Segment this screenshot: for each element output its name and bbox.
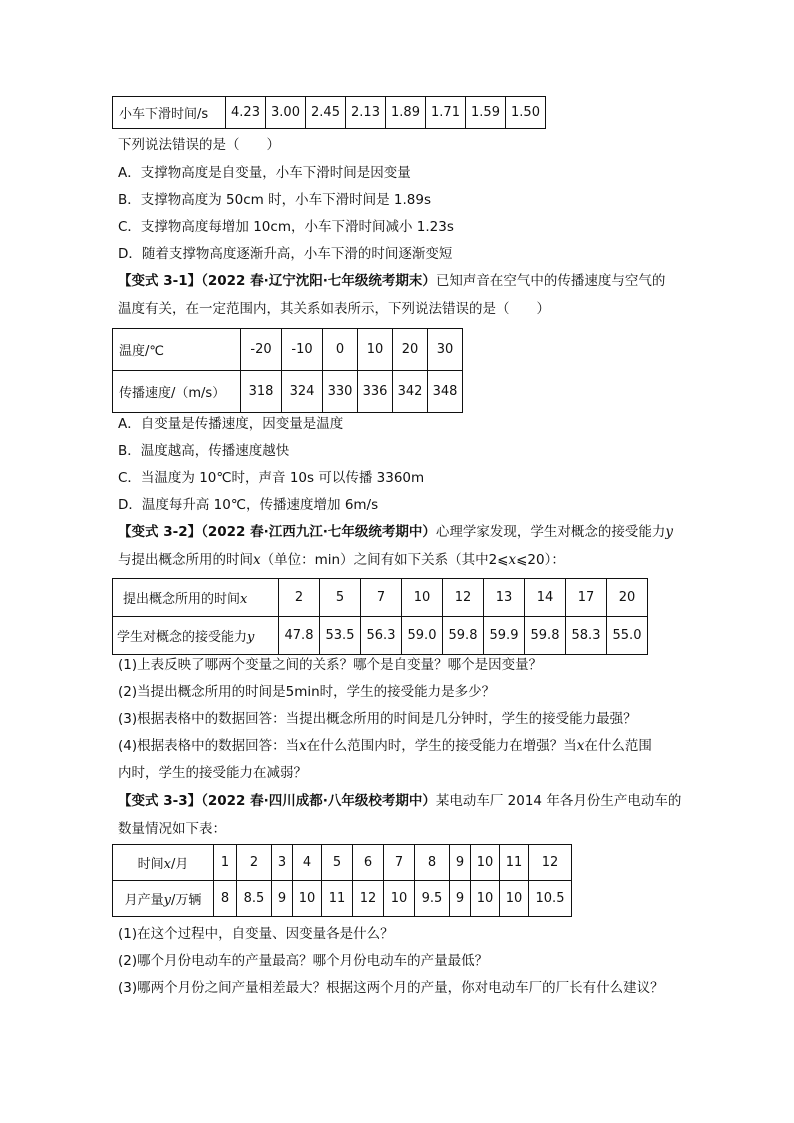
variable-y: y — [665, 524, 674, 540]
sub-question-1: (1)在这个过程中，自变量、因变量各是什么？ — [118, 926, 394, 942]
table-cell: 12 — [443, 579, 484, 617]
table-cell: 10 — [402, 579, 443, 617]
variable-y: y — [163, 893, 171, 908]
table-cell: 336 — [358, 371, 393, 413]
table-cell: 12 — [353, 881, 384, 917]
sub-question-3: (3)哪两个月份之间产量相差最大？根据这两个月的产量，你对电动车厂的厂长有什么建议？ — [118, 980, 664, 996]
table-cell: 1.71 — [426, 97, 466, 129]
variant-3-3-line2: 数量情况如下表： — [118, 821, 226, 837]
table-cell: 47.8 — [279, 617, 320, 655]
option-b: B．温度越高，传播速度越快 — [118, 443, 290, 459]
table-cell: 59.8 — [443, 617, 484, 655]
table-cell: 1.89 — [386, 97, 426, 129]
table-cell: 1.59 — [466, 97, 506, 129]
text-segment: 与提出概念所用的时间 — [118, 552, 253, 568]
table-row-label — [113, 617, 279, 655]
table-row-label: 传播速度/（m/s） — [113, 371, 241, 413]
variant-source: （2022 春·四川成都·八年级校考期中） — [201, 793, 436, 809]
table-cell: 30 — [428, 329, 463, 371]
label-text: /万辆 — [170, 893, 202, 908]
table-cell: 0 — [323, 329, 358, 371]
table-cell: 58.3 — [566, 617, 607, 655]
table-cell: 318 — [241, 371, 282, 413]
table-cell: 59.9 — [484, 617, 525, 655]
table-cell: -10 — [282, 329, 323, 371]
table-cell: 10 — [358, 329, 393, 371]
table-cell: 2.13 — [346, 97, 386, 129]
table-row-label: 小车下滑时间/s — [113, 97, 226, 129]
sub-question-3: (3)根据表格中的数据回答：当提出概念所用的时间是几分钟时，学生的接受能力最强？ — [118, 711, 637, 727]
table-cell: 13 — [484, 579, 525, 617]
variant-3-1-heading — [118, 272, 665, 290]
label-text: 提出概念所用的时间 — [123, 592, 241, 607]
table-cell: 9 — [450, 881, 471, 917]
variant-source: （2022 春·辽宁沈阳·七年级统考期末） — [201, 273, 436, 289]
table-cell: -20 — [241, 329, 282, 371]
table-cell: 5 — [322, 845, 353, 881]
table-cell: 10 — [471, 881, 500, 917]
sub-question-1: (1)上表反映了哪两个变量之间的关系？哪个是自变量？哪个是因变量？ — [118, 657, 543, 673]
option-c: C．当温度为 10℃时，声音 10s 可以传播 3360m — [118, 470, 425, 486]
table-row-label: 温度/℃ — [113, 329, 241, 371]
variable-x: x — [576, 738, 585, 754]
table-cell: 12 — [529, 845, 572, 881]
table-cell: 56.3 — [361, 617, 402, 655]
table-cell: 20 — [607, 579, 648, 617]
table-cell: 2 — [237, 845, 272, 881]
variant-3-2-heading — [118, 523, 673, 541]
variant-source: （2022 春·江西九江·七年级统考期中） — [201, 524, 436, 540]
table-cell: 10 — [384, 881, 415, 917]
table-cell: 10 — [471, 845, 500, 881]
sub-question-4-line2: 内时，学生的接受能力在减弱？ — [118, 765, 307, 781]
variant-3-2-line2 — [118, 551, 565, 569]
sub-question-2: (2)当提出概念所用的时间是5min时，学生的接受能力是多少？ — [118, 684, 496, 700]
table-cell: 10 — [500, 881, 529, 917]
table-cell: 1 — [214, 845, 237, 881]
table-row-label — [113, 845, 214, 881]
table-cell: 20 — [393, 329, 428, 371]
label-text: 月产量 — [124, 893, 164, 908]
table-row-label — [113, 881, 214, 917]
option-d: D．随着支撑物高度逐渐升高，小车下滑的时间逐渐变短 — [118, 246, 453, 262]
variant-title: 【变式 3-3】 — [118, 793, 202, 809]
table-row-label — [113, 579, 279, 617]
table-cell: 10.5 — [529, 881, 572, 917]
variant-text: 心理学家发现，学生对概念的接受能力 — [435, 524, 666, 540]
table-cell: 5 — [320, 579, 361, 617]
variant-text: 某电动车厂 2014 年各月份生产电动车的 — [435, 793, 682, 809]
table-cell: 14 — [525, 579, 566, 617]
table-cell: 6 — [353, 845, 384, 881]
table-cell: 10 — [293, 881, 322, 917]
table-cell: 11 — [500, 845, 529, 881]
option-b: B．支撑物高度为 50cm 时，小车下滑时间是 1.89s — [118, 192, 431, 208]
option-a: A．自变量是传播速度，因变量是温度 — [118, 416, 344, 432]
table-cell: 9.5 — [415, 881, 450, 917]
table-cell: 4.23 — [226, 97, 266, 129]
slide-time-table — [112, 96, 546, 129]
variant-3-3-heading — [118, 792, 681, 810]
temperature-speed-table — [112, 328, 463, 413]
table-cell: 7 — [361, 579, 402, 617]
text-segment: 在什么范围 — [584, 738, 652, 754]
sub-question-4 — [118, 737, 652, 755]
table-cell: 9 — [272, 881, 293, 917]
variable-x: x — [163, 857, 171, 872]
label-text: 学生对概念的接受能力 — [117, 630, 248, 645]
table-cell: 8 — [214, 881, 237, 917]
table-cell: 2.45 — [306, 97, 346, 129]
variable-x: x — [240, 592, 248, 607]
table-cell: 1.50 — [506, 97, 546, 129]
table-cell: 17 — [566, 579, 607, 617]
option-a: A．支撑物高度是自变量，小车下滑时间是因变量 — [118, 165, 411, 181]
text-segment: （单位：min）之间有如下关系（其中2⩽ — [260, 552, 509, 568]
label-text: 时间 — [137, 857, 164, 872]
table-cell: 9 — [450, 845, 471, 881]
table-cell: 7 — [384, 845, 415, 881]
option-c: C．支撑物高度每增加 10cm，小车下滑时间减小 1.23s — [118, 219, 454, 235]
variant-3-1-line2: 温度有关，在一定范围内，其关系如表所示，下列说法错误的是（ ） — [118, 301, 550, 317]
table-cell: 11 — [322, 881, 353, 917]
concept-ability-table — [112, 578, 648, 655]
variable-x: x — [253, 552, 261, 568]
variable-x: x — [299, 738, 307, 754]
variable-x: x — [508, 552, 517, 568]
variant-title: 【变式 3-2】 — [118, 524, 202, 540]
text-segment: 在什么范围内时，学生的接受能力在增强？当 — [306, 738, 577, 754]
table-cell: 8 — [415, 845, 450, 881]
table-cell: 53.5 — [320, 617, 361, 655]
table-cell: 8.5 — [237, 881, 272, 917]
table-cell: 59.0 — [402, 617, 443, 655]
table-cell: 348 — [428, 371, 463, 413]
table-cell: 4 — [293, 845, 322, 881]
sub-question-2: (2)哪个月份电动车的产量最高？哪个月份电动车的产量最低？ — [118, 953, 489, 969]
ebike-production-table — [112, 844, 572, 917]
text-segment: (4)根据表格中的数据回答：当 — [118, 738, 300, 754]
table-cell: 324 — [282, 371, 323, 413]
table-cell: 59.8 — [525, 617, 566, 655]
question-prompt: 下列说法错误的是（ ） — [118, 137, 280, 153]
table-cell: 342 — [393, 371, 428, 413]
table-cell: 330 — [323, 371, 358, 413]
option-d: D．温度每升高 10℃，传播速度增加 6m/s — [118, 497, 379, 513]
table-cell: 3.00 — [266, 97, 306, 129]
variant-title: 【变式 3-1】 — [118, 273, 202, 289]
table-cell: 2 — [279, 579, 320, 617]
table-cell: 55.0 — [607, 617, 648, 655]
table-cell: 3 — [272, 845, 293, 881]
variant-text: 已知声音在空气中的传播速度与空气的 — [435, 273, 666, 289]
text-segment: ⩽20）： — [516, 552, 565, 568]
variable-y: y — [247, 630, 255, 645]
label-text: /月 — [170, 857, 189, 872]
